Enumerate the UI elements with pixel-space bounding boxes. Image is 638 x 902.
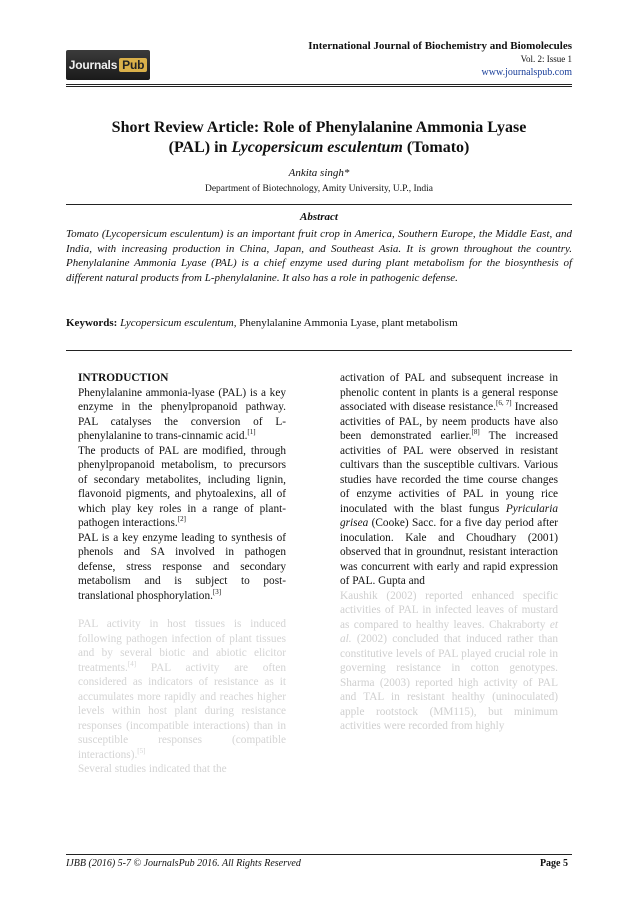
right-text: Increased activities of PAL, by neem products have also been demonstrated earlier.	[340, 401, 558, 442]
faded-text: PAL activity in host tissues is induced following pathogen infection of plant tissues and by several biotic and abiotic elicitor treatments.	[78, 618, 286, 674]
intro-paragraph-faded	[78, 617, 286, 762]
keywords-italic: Lycopersicum esculentum,	[120, 317, 237, 329]
left-column	[78, 371, 286, 777]
journal-title: International Journal of Biochemistry and Biomolecules	[308, 40, 572, 52]
faded-italic: et al.	[340, 618, 558, 645]
intro-p1-text: Phenylalanine ammonia-lyase (PAL) is a key enzyme in the phenylpropanoid pathway. PAL catalyses the conversion of L-phenylalanine to trans-cinnamic acid.	[78, 386, 286, 442]
abstract-top-rule	[66, 204, 572, 205]
right-text: (Cooke) Sacc. for a five day period after inoculation. Kale and Choudhary (2001) observed that in groundnut, resistant interaction was concurrent with early and rapid expression of PAL. Gupta and	[340, 517, 558, 587]
abstract-heading: Abstract	[300, 211, 338, 223]
citation-ref: [8]	[471, 428, 480, 437]
intro-paragraph-2	[78, 444, 286, 531]
abstract-body: Tomato (Lycopersicum esculentum) is an important fruit crop in America, Southern Europe, the Middle East, and India, with increasing production in China, Japan, and Southeast Asia. It is grown throughout the country. Phenylalanine Ammonia Lyase (PAL) is a chief enzyme used during plant metabolism for the biosynthesis of different natural products from L-phenylalanine. It also has a role in pathogenic defense.	[66, 228, 572, 284]
section-heading-introduction: INTRODUCTION	[78, 372, 169, 384]
article-title	[66, 118, 572, 158]
logo-pub-text: Pub	[119, 58, 147, 72]
journal-info	[308, 40, 572, 79]
header-divider-2	[66, 86, 572, 87]
footer-divider	[66, 854, 572, 855]
citation-ref: [4]	[127, 659, 137, 668]
right-column	[340, 371, 558, 734]
faded-text: Kaushik (2002) reported enhanced specific activities of PAL in infected leaves of mustard as compared to healthy leaves. Chakraborty	[340, 589, 558, 631]
journal-volume: Vol. 2: Issue 1	[520, 54, 572, 64]
keywords	[66, 317, 572, 329]
intro-p2-text: The products of PAL are modified, through phenylpropanoid metabolism, to precursors of secondary metabolites, including lignin, flavonoid pigments, and phytoalexins, all of which play key roles in a range of plant-pathogen interactions.	[78, 444, 286, 529]
species-name: Pyricularia grisea	[340, 502, 558, 529]
title-line-1: Short Review Article: Role of Phenylalanine Ammonia Lyase	[111, 119, 527, 136]
footer-copyright: IJBB (2016) 5-7 © JournalsPub 2016. All Rights Reserved	[66, 858, 301, 869]
faded-text: PAL activity are often considered as indicators of resistance as it accumulates more rapidly and reaches higher levels within host plant during resistance responses (incompatible interactions) than in susceptible responses (compatible interactions).	[78, 661, 286, 761]
faded-text: (2002) concluded that induced rather than constitutive levels of PAL played crucial role in governing resistance in cotton genotypes. Sharma (2003) reported high activity of PAL and TAL in resistant healthy (uninoculated) apple rootstock (MM115), but minimum activities were recorded from highly	[340, 633, 558, 732]
right-text: The increased activities of PAL were observed in resistant cultivars than the susceptible cultivars. Various studies have recorded the time course changes of enzyme activities of PAL in young rice inoculated with the blast fungus	[340, 430, 558, 515]
keywords-bottom-rule	[66, 350, 572, 351]
citation-ref: [6, 7]	[496, 399, 512, 408]
title-line-2-post: (Tomato)	[402, 139, 470, 156]
right-paragraph-faded	[340, 589, 558, 734]
title-line-2	[66, 138, 572, 158]
intro-paragraph-1	[78, 386, 286, 444]
citation-ref: [3]	[212, 587, 222, 596]
intro-paragraph-3	[78, 531, 286, 604]
intro-paragraph-faded-2: Several studies indicated that the	[78, 763, 227, 775]
logo-main-text: Journals	[68, 58, 118, 72]
header-divider	[66, 84, 572, 85]
author-name: Ankita singh*	[288, 167, 350, 179]
right-text: activation of PAL and subsequent increase in phenolic content in plants is a general response associated with disease resistance.	[340, 372, 558, 413]
author-affiliation: Department of Biotechnology, Amity University, U.P., India	[204, 184, 434, 194]
right-paragraph	[340, 371, 558, 589]
journal-url-link[interactable]: www.journalspub.com	[481, 67, 572, 78]
title-line-2-pre: (PAL) in	[168, 139, 232, 156]
keywords-rest: Phenylalanine Ammonia Lyase, plant metabolism	[236, 317, 458, 329]
page-number: Page 5	[539, 858, 568, 869]
intro-p3-text: PAL is a key enzyme leading to synthesis of phenols and SA involved in pathogen defense, stress response and secondary metabolism and is subject to post-translational phosphorylation.	[78, 531, 286, 602]
journal-logo	[66, 50, 150, 80]
citation-ref: [1]	[247, 428, 256, 437]
citation-ref: [5]	[137, 746, 146, 755]
keywords-label: Keywords:	[66, 317, 118, 329]
title-species: Lycopersicum esculentum	[231, 139, 403, 156]
citation-ref: [2]	[177, 515, 186, 524]
